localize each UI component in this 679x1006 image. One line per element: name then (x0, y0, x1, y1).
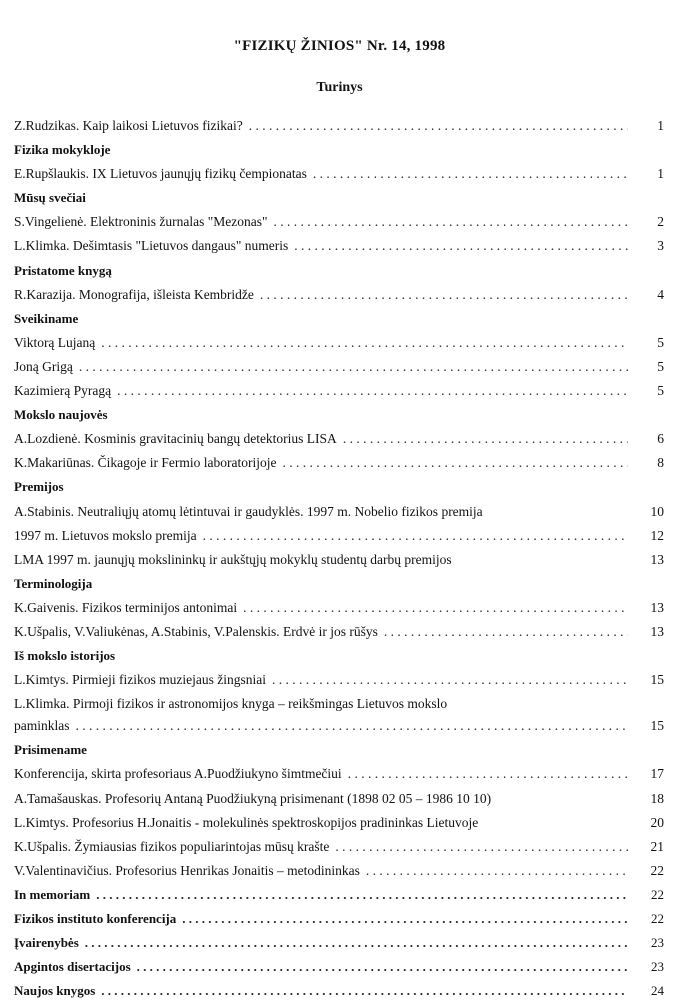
section-heading-text: Iš mokslo istorijos (14, 648, 116, 664)
page-number: 12 (650, 527, 664, 543)
page-number: 8 (657, 455, 664, 471)
toc-entry (14, 623, 664, 647)
toc-entry (14, 237, 664, 261)
entry-title: paminklas (14, 718, 70, 734)
toc-entry (14, 862, 664, 886)
page-number: 13 (650, 551, 664, 567)
page-number: 5 (657, 358, 664, 374)
entry-title: Kazimierą Pyragą (14, 383, 112, 399)
entry-title: E.Rupšlaukis. IX Lietuvos jaunųjų fizikų čempionatas (14, 166, 307, 182)
section-heading (14, 310, 664, 334)
entry-title: Viktorą Lujaną (14, 334, 96, 350)
entry-title: K.Gaivenis. Fizikos terminijos antonimai (14, 599, 238, 615)
page-number: 6 (657, 431, 664, 447)
page-number: 1 (657, 166, 664, 182)
entry-title: Konferencija, skirta profesoriaus A.Puodžiukyno šimtmečiui (14, 766, 342, 782)
entry-title: V.Valentinavičius. Profesorius Henrikas Jonaitis – metodininkas (14, 862, 360, 878)
toc-entry (14, 838, 664, 862)
section-heading (14, 647, 664, 671)
entry-title: Joną Grigą (14, 358, 73, 374)
section-heading-text: Terminologija (14, 575, 93, 591)
section-heading-text: Prisimename (14, 742, 87, 758)
dot-leader (249, 117, 628, 135)
toc-entry (14, 695, 664, 717)
page-number: 13 (650, 623, 664, 639)
section-heading (14, 189, 664, 213)
contents-heading: Turinys (316, 80, 363, 95)
dot-leader (313, 165, 628, 183)
section-entry (14, 886, 664, 910)
entry-title: L.Klimka. Pirmoji fizikos ir astronomijos knyga – reikšmingas Lietuvos mokslo (14, 696, 448, 712)
toc-entry (14, 117, 664, 141)
entry-title: A.Tamašauskas. Profesorių Antaną Puodžiukyną prisimenant (1898 02 05 – 1986 10 10) (14, 790, 492, 806)
page-number: 17 (650, 766, 664, 782)
toc-entry (14, 358, 664, 382)
section-heading-text: Fizika mokykloje (14, 142, 111, 158)
page-number: 4 (657, 286, 664, 302)
dot-leader (101, 982, 628, 1000)
page-number: 23 (651, 959, 664, 975)
page-number: 3 (657, 238, 664, 254)
dot-leader (384, 623, 628, 641)
entry-title: R.Karazija. Monografija, išleista Kembridže (14, 286, 254, 302)
toc-entry (14, 527, 664, 551)
section-entry (14, 958, 664, 982)
entry-title: A.Lozdienė. Kosminis gravitacinių bangų detektorius LISA (14, 431, 337, 447)
dot-leader (282, 454, 628, 472)
entry-title: K.Ušpalis. Žymiausias fizikos populiarintojas mūsų krašte (14, 838, 330, 854)
dot-leader (294, 237, 628, 255)
page-number: 5 (657, 383, 664, 399)
section-entry (14, 910, 664, 934)
entry-title: Apgintos disertacijos (14, 959, 131, 975)
section-heading-text: Sveikiname (14, 310, 79, 326)
page-number: 5 (657, 334, 664, 350)
page-number: 23 (651, 935, 664, 951)
section-heading (14, 478, 664, 502)
entry-title: K.Ušpalis, V.Valiukėnas, A.Stabinis, V.Palenskis. Erdvė ir jos rūšys (14, 623, 378, 639)
dot-leader (101, 334, 628, 352)
toc-entry (14, 551, 664, 575)
toc-entry (14, 790, 664, 814)
entry-title: LMA 1997 m. jaunųjų mokslininkų ir aukštųjų mokyklų studentų darbų premijos (14, 551, 452, 567)
page-number: 13 (650, 599, 664, 615)
entry-title: K.Makariūnas. Čikagoje ir Fermio laboratorijoje (14, 455, 277, 471)
page-number: 2 (657, 214, 664, 230)
dot-leader (85, 934, 628, 952)
section-entry (14, 934, 664, 958)
toc-entry (14, 165, 664, 189)
journal-title: "FIZIKŲ ŽINIOS" Nr. 14, 1998 (233, 38, 446, 54)
dot-leader (243, 599, 628, 617)
dot-leader (79, 358, 628, 376)
toc-entry (14, 503, 664, 527)
toc-entry (14, 213, 664, 237)
toc-entry (14, 599, 664, 623)
page-number: 1 (657, 118, 664, 133)
entry-title: S.Vingelienė. Elektroninis žurnalas "Mezonas" (14, 214, 268, 230)
section-heading-text: Premijos (14, 479, 64, 495)
entry-title: In memoriam (14, 886, 91, 902)
toc-entry (14, 814, 664, 838)
page-number: 22 (651, 886, 664, 902)
section-heading (14, 262, 664, 286)
page-number: 20 (650, 814, 664, 830)
section-heading-text: Mūsų svečiai (14, 190, 86, 206)
section-heading (14, 741, 664, 765)
table-of-contents (14, 117, 664, 1006)
dot-leader (117, 382, 628, 400)
dot-leader (366, 862, 628, 880)
page-number: 22 (650, 862, 664, 878)
page-number: 10 (650, 503, 664, 519)
dot-leader (260, 286, 628, 304)
dot-leader (203, 527, 628, 545)
dot-leader (348, 765, 628, 783)
entry-title: Įvairenybės (14, 935, 79, 951)
page-number: 22 (651, 911, 664, 926)
dot-leader (335, 838, 628, 856)
dot-leader (274, 213, 628, 231)
section-heading (14, 141, 664, 165)
page-number: 21 (650, 838, 664, 854)
toc-entry (14, 454, 664, 478)
dot-leader (272, 671, 628, 689)
section-heading-text: Pristatome knygą (14, 262, 112, 278)
page-number: 15 (650, 718, 664, 734)
toc-entry (14, 430, 664, 454)
toc-entry (14, 765, 664, 789)
dot-leader (182, 910, 628, 928)
dot-leader (96, 886, 628, 904)
toc-entry (14, 382, 664, 406)
toc-entry (14, 334, 664, 358)
entry-title: Fizikos instituto konferencija (14, 911, 177, 926)
page-number: 18 (650, 790, 664, 806)
section-entry (14, 982, 664, 1006)
page-number: 15 (650, 672, 664, 688)
entry-title: L.Kimtys. Profesorius H.Jonaitis - molekulinės spektroskopijos pradininkas Lietuvoje (14, 814, 479, 830)
entry-title: Z.Rudzikas. Kaip laikosi Lietuvos fizikai? (14, 118, 243, 133)
entry-title: A.Stabinis. Neutraliųjų atomų lėtintuvai ir gaudyklės. 1997 m. Nobelio fizikos premija (14, 503, 483, 519)
page-number: 24 (651, 983, 664, 999)
entry-title: 1997 m. Lietuvos mokslo premija (14, 527, 197, 543)
dot-leader (137, 958, 628, 976)
toc-entry (14, 671, 664, 695)
section-heading (14, 406, 664, 430)
section-heading-text: Mokslo naujovės (14, 407, 108, 423)
dot-leader (343, 430, 628, 448)
entry-title: Naujos knygos (14, 983, 96, 999)
entry-title: L.Klimka. Dešimtasis "Lietuvos dangaus" numeris (14, 238, 289, 254)
toc-entry (14, 717, 664, 741)
entry-title: L.Kimtys. Pirmieji fizikos muziejaus žingsniai (14, 672, 266, 688)
dot-leader (76, 717, 629, 735)
toc-entry (14, 286, 664, 310)
section-heading (14, 575, 664, 599)
